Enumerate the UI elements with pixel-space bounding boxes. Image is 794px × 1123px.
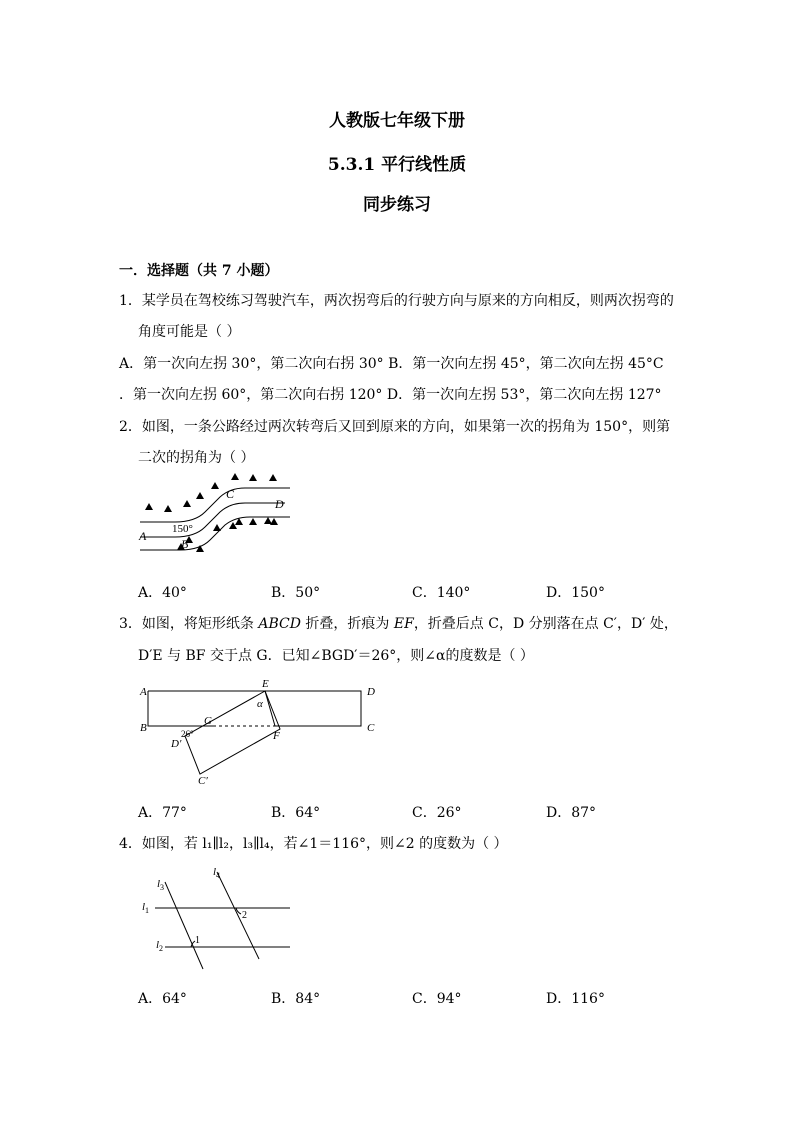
q3-stem-line2: D′E 与 BF 交于点 G．已知∠BGD′＝26°，则∠α的度数是（ ） — [138, 648, 534, 664]
q3-label-c: C — [367, 722, 375, 734]
q3-option-a: A．77° — [138, 805, 187, 821]
q2-stem-line1: 2．如图，一条公路经过两次转弯后又回到原来的方向，如果第一次的拐角为 150°，则第 — [119, 419, 671, 435]
q2-road-figure — [135, 470, 295, 560]
q4-angle-1: 1 — [195, 935, 200, 946]
q4-label-l4-sub: 4 — [216, 871, 220, 880]
q3-label-a: A — [140, 686, 147, 698]
q4-label-l1: l — [142, 901, 146, 913]
q3-angle-label: 26° — [181, 729, 194, 739]
q3-text-ef: EF — [393, 616, 414, 632]
q3-option-c: C．26° — [412, 805, 462, 821]
q4-label-l3: l — [157, 878, 161, 890]
q3-label-e: E — [262, 678, 269, 690]
q2-label-c: C — [226, 487, 235, 501]
q4-label-l2: l — [156, 939, 160, 951]
doc-title: 人教版七年级下册 — [329, 111, 465, 131]
q3-stem-line1 — [119, 613, 678, 633]
q3-text-c: ，折叠后点 C，D 分别落在点 C′，D′ 处， — [413, 616, 678, 632]
q1-options-line1: A．第一次向左拐 30°，第二次向右拐 30° B．第一次向左拐 45°，第二次向左拐 45°C — [119, 356, 664, 372]
q2-option-a: A．40° — [138, 585, 187, 601]
q4-label-l2-sub: 2 — [159, 944, 163, 953]
q4-option-a: A．64° — [138, 991, 187, 1007]
q3-option-b: B．64° — [271, 805, 321, 821]
q2-label-a: A — [139, 529, 147, 543]
q2-label-d: D — [275, 497, 284, 511]
q3-text-abcd: ABCD — [258, 616, 301, 632]
doc-subtitle: 5.3.1 平行线性质 — [327, 155, 467, 175]
q3-option-d: D．87° — [546, 805, 597, 821]
q2-option-c: C．140° — [412, 585, 471, 601]
q4-option-d: D．116° — [546, 991, 605, 1007]
q4-lines-figure — [135, 862, 305, 977]
q4-label-l4: l — [213, 866, 217, 878]
q3-fold-figure — [135, 676, 385, 796]
q3-text-b: 折叠，折痕为 — [300, 616, 394, 632]
q2-angle-label: 150° — [172, 523, 193, 535]
q3-text-a: 3．如图，将矩形纸条 — [119, 616, 259, 632]
q4-label-l3-sub: 3 — [160, 883, 164, 892]
q4-stem-line1: 4．如图，若 l₁∥l₂，l₃∥l₄，若∠1＝116°，则∠2 的度数为（ ） — [119, 836, 508, 852]
q3-label-alpha: α — [257, 698, 263, 710]
doc-subtitle-2: 同步练习 — [363, 195, 431, 215]
q4-label-l1-sub: 1 — [145, 906, 149, 915]
q3-label-d-prime: D′ — [171, 738, 182, 750]
tree-icon — [145, 473, 278, 552]
q3-label-b: B — [140, 722, 147, 734]
q2-option-d: D．150° — [546, 585, 605, 601]
q2-option-b: B．50° — [271, 585, 321, 601]
q1-options-line2: ．第一次向左拐 60°，第二次向右拐 120° D．第一次向左拐 53°，第二次向左拐 127° — [119, 387, 662, 403]
q4-option-c: C．94° — [412, 991, 462, 1007]
q3-label-d: D — [367, 686, 375, 698]
q4-option-b: B．84° — [271, 991, 321, 1007]
q3-label-g: G — [204, 715, 212, 727]
q4-angle-2: 2 — [242, 910, 247, 921]
q2-stem-line2: 二次的拐角为（ ） — [138, 450, 255, 466]
q1-stem-line2: 角度可能是（ ） — [138, 324, 241, 340]
q3-label-c-prime: C′ — [198, 775, 208, 787]
section-heading: 一．选择题（共 7 小题） — [119, 263, 279, 279]
q2-label-b: B — [181, 537, 189, 551]
q3-label-f: F — [273, 730, 280, 742]
q1-stem-line1: 1．某学员在驾校练习驾驶汽车，两次拐弯后的行驶方向与原来的方向相反，则两次拐弯的 — [119, 293, 674, 309]
